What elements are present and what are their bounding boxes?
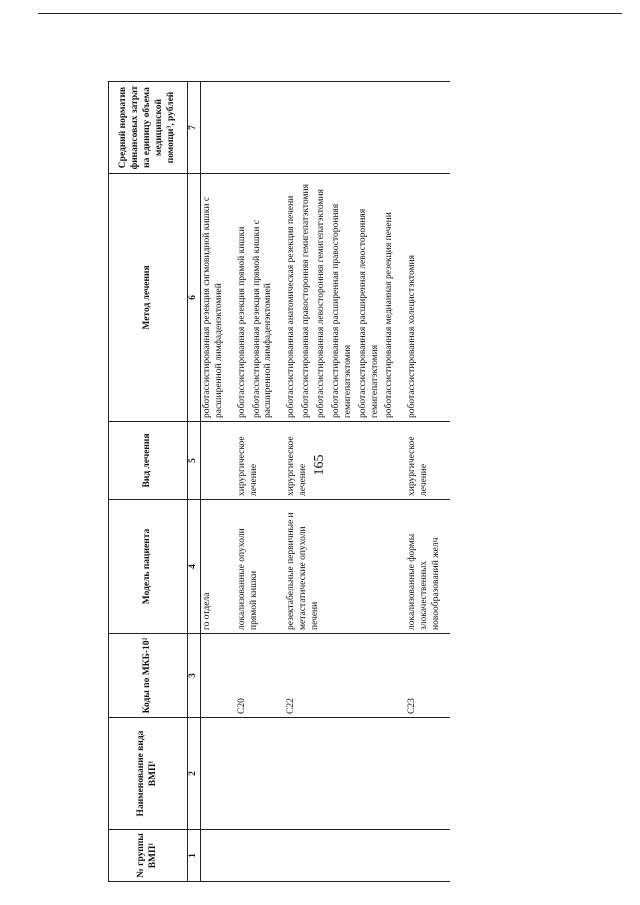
cell-cost <box>200 82 229 174</box>
spacer-cell <box>444 422 450 500</box>
row-spacer <box>444 82 450 882</box>
cell-group <box>236 830 280 882</box>
header-cell-code: Коды по МКБ-10² <box>109 634 188 718</box>
cell-patient-model <box>236 500 280 634</box>
spacer-cell <box>444 500 450 634</box>
method-item: роботассистированная резекция прямой кишки с расширенной лимфаденэктомией <box>251 220 274 418</box>
method-item: роботассистированная анатомическая резекция печени <box>286 195 297 418</box>
cell-patient-model-text: локализованные формы злокачественных новообразований желч <box>407 533 441 630</box>
column-number: 2 <box>188 718 201 830</box>
cell-name <box>236 718 280 830</box>
cell-treatment-type <box>200 422 229 500</box>
header-cell-name: Наименование вида ВМП¹ <box>109 718 188 830</box>
cell-name <box>406 718 444 830</box>
cell-code <box>406 634 444 718</box>
cell-code <box>285 634 400 718</box>
cell-code-text: C22 <box>286 698 297 714</box>
spacer-cell <box>444 82 450 174</box>
cell-method <box>200 174 229 422</box>
cell-patient-model <box>200 500 229 634</box>
cell-cost <box>236 82 280 174</box>
table-row <box>406 82 444 882</box>
column-number: 1 <box>188 830 201 882</box>
top-rule <box>38 13 622 14</box>
table-row <box>200 82 229 882</box>
spacer-cell <box>444 634 450 718</box>
column-number: 4 <box>188 500 201 634</box>
column-number: 6 <box>188 174 201 422</box>
cell-patient-model <box>406 500 444 634</box>
header-cell-patient-model: Модель пациента <box>109 500 188 634</box>
cell-treatment-type <box>236 422 280 500</box>
cell-treatment-type <box>406 422 444 500</box>
cell-treatment-type-text: хирургическое лечение <box>236 436 259 496</box>
method-item: роботассистированная холецистэктомия <box>407 255 418 418</box>
cell-treatment-type <box>285 422 400 500</box>
cell-group <box>406 830 444 882</box>
column-number: 7 <box>188 82 201 174</box>
method-item: роботассистированная правосторонняя гемигепатэктомия <box>301 184 312 418</box>
vmp-table <box>108 81 450 882</box>
cell-method <box>285 174 400 422</box>
cell-patient-model-text: го отдела <box>201 592 212 630</box>
cell-code <box>200 634 229 718</box>
header-cell-method: Метод лечения <box>109 174 188 422</box>
column-number: 3 <box>188 634 201 718</box>
cell-name <box>285 718 400 830</box>
column-number: 5 <box>188 422 201 500</box>
cell-cost <box>285 82 400 174</box>
cell-code-text: C20 <box>236 698 247 714</box>
table-row <box>285 82 400 882</box>
header-cell-treatment-type: Вид лечения <box>109 422 188 500</box>
method-item: роботассистированная резекция сигмовидной кишки с расширенной лимфаденэктомией <box>201 196 224 418</box>
cell-patient-model-text: локализованные опухоли прямой кишки <box>236 528 259 630</box>
method-item: роботассистированная расширенная левосторонняя гемигепатэктомия <box>357 208 380 418</box>
cell-method <box>406 174 444 422</box>
table-row <box>236 82 280 882</box>
cell-treatment-type-text: хирургическое лечение <box>286 436 309 496</box>
header-row <box>109 82 188 882</box>
cell-group <box>200 830 229 882</box>
method-item: роботассистированная резекция прямой кишки <box>236 226 247 418</box>
cell-code <box>236 634 280 718</box>
cell-patient-model-text: резектабельные первичные и метастатические опухоли печени <box>286 512 320 630</box>
cell-code-text: C23 <box>407 698 418 714</box>
page-number: 165 <box>312 454 327 476</box>
method-item: роботассистированная медианная резекция печени <box>384 212 395 418</box>
spacer-cell <box>444 718 450 830</box>
method-item: роботассистированная расширенная правосторонняя гемигепатэктомия <box>330 203 353 418</box>
cell-cost <box>406 82 444 174</box>
column-number-row <box>188 82 201 882</box>
header-cell-group: № группы ВМП¹ <box>109 830 188 882</box>
method-item: роботассистированная левосторонняя гемигепатэктомия <box>316 189 326 418</box>
header-cell-cost: Средний норматив финансовых затрат на единицу объема медицинской помощи³, рублей <box>109 82 188 174</box>
cell-patient-model <box>285 500 400 634</box>
cell-treatment-type-text: хирургическое лечение <box>407 436 430 496</box>
cell-group <box>285 830 400 882</box>
cell-name <box>200 718 229 830</box>
spacer-cell <box>444 174 450 422</box>
rotated-sheet <box>108 82 528 882</box>
cell-method <box>236 174 280 422</box>
spacer-cell <box>444 830 450 882</box>
